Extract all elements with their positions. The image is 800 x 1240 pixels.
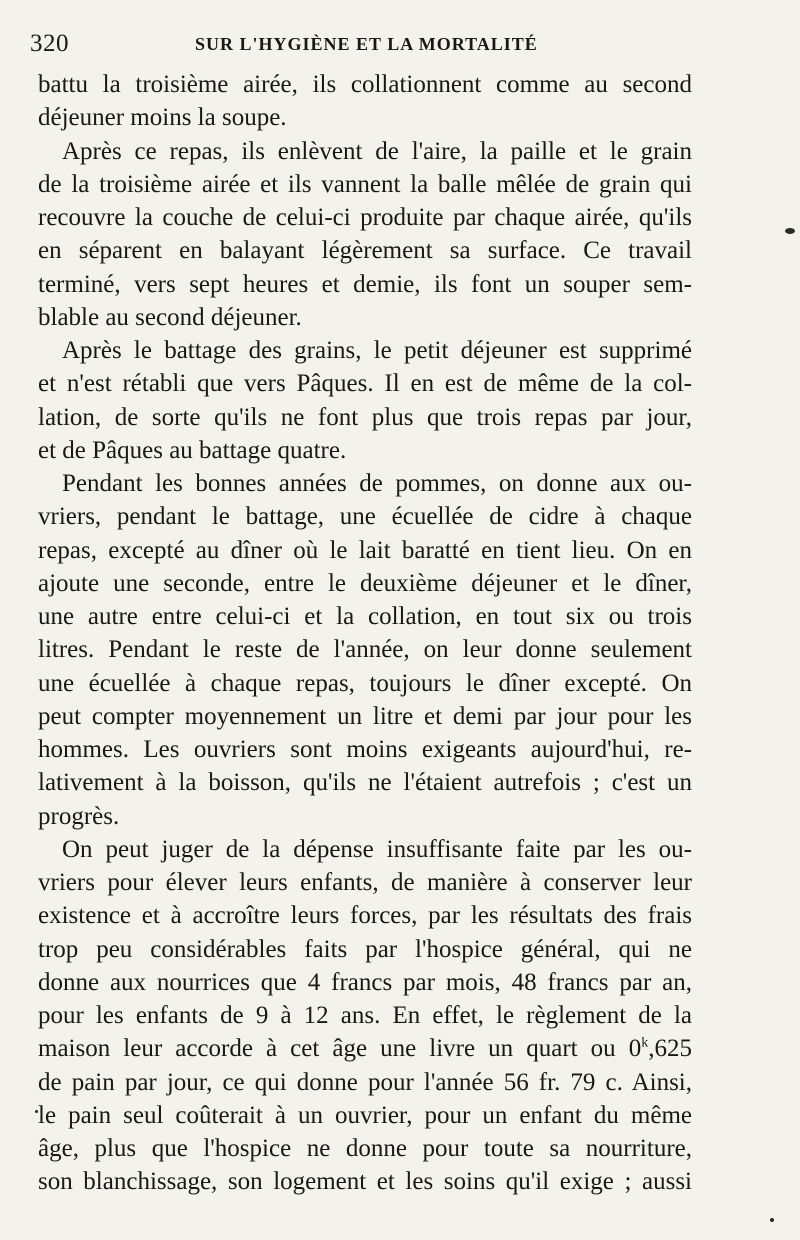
text-line: On peut juger de la dépense insuffisante faite par les ou- <box>62 835 692 863</box>
text-segment: ,625 <box>648 1035 692 1063</box>
text-line: Après le battage des grains, le petit déjeuner est supprimé <box>62 337 692 364</box>
ink-speck <box>785 228 795 234</box>
text-line: vriers, pendant le battage, une écuellée de cidre à chaque <box>38 503 692 531</box>
text-line: litres. Pendant le reste de l'année, on leur donne seulement <box>38 636 692 664</box>
text-line: de pain par jour, ce qui donne pour l'année 56 fr. 79 c. Ainsi, <box>38 1068 692 1096</box>
text-line-with-superscript <box>38 1032 692 1065</box>
text-line: âge, plus que l'hospice ne donne pour toute sa nourriture, <box>38 1135 692 1162</box>
text-line: lativement à la boisson, qu'ils ne l'étaient autrefois ; c'est un <box>38 769 692 797</box>
text-line: déjeuner moins la soupe. <box>38 104 287 132</box>
paragraph <box>38 467 692 833</box>
text-line: de la troisième airée et ils vannent la balle mêlée de grain qui <box>38 170 692 198</box>
text-line: en séparent en balayant légèrement sa surface. Ce travail <box>38 237 692 265</box>
ink-speck <box>770 1218 774 1222</box>
text-line: blable au second déjeuner. <box>38 303 302 331</box>
text-line: vriers pour élever leurs enfants, de manière à conserver leur <box>38 869 692 896</box>
text-line: ajoute une seconde, entre le deuxième déjeuner et le dîner, <box>38 569 692 597</box>
text-line: repas, excepté au dîner où le lait baratté en tient lieu. On en <box>38 536 692 564</box>
text-line: trop peu considérables faits par l'hospice général, qui ne <box>38 935 692 963</box>
ink-speck <box>35 1110 38 1113</box>
text-line: lation, de sorte qu'ils ne font plus que trois repas par jour, <box>38 403 692 431</box>
text-line: pour les enfants de 9 à 12 ans. En effet, le règlement de la <box>38 1002 692 1029</box>
text-line: et de Pâques au battage quatre. <box>38 436 347 464</box>
text-line: battu la troisième airée, ils collationnent comme au second <box>38 71 692 98</box>
paragraph <box>38 135 692 335</box>
text-line: une autre entre celui-ci et la collation, en tout six ou trois <box>38 603 692 630</box>
body-text <box>38 68 692 1199</box>
text-line: peut compter moyennement un litre et demi par jour pour les <box>38 702 692 730</box>
text-line: son blanchissage, son logement et les soins qu'il exige ; aussi <box>38 1168 692 1196</box>
paragraph <box>38 833 692 1199</box>
running-title: SUR L'HYGIÈNE ET LA MORTALITÉ <box>195 34 538 54</box>
text-line: le pain seul coûterait à un ouvrier, pour un enfant du même <box>38 1101 692 1129</box>
text-line: une écuellée à chaque repas, toujours le dîner excepté. On <box>38 669 692 697</box>
paragraph <box>38 334 692 467</box>
text-line: Après ce repas, ils enlèvent de l'aire, la paille et le grain <box>62 137 692 165</box>
text-line: progrès. <box>38 802 120 830</box>
text-line: terminé, vers sept heures et demie, ils font un souper sem- <box>38 270 692 298</box>
page-number: 320 <box>30 30 69 57</box>
superscript: k <box>641 1035 649 1051</box>
paragraph <box>38 68 692 135</box>
text-line: hommes. Les ouvriers sont moins exigeants aujourd'hui, re- <box>38 736 692 763</box>
text-line: donne aux nourrices que 4 francs par mois, 48 francs par an, <box>38 968 692 996</box>
text-line: et n'est rétabli que vers Pâques. Il en est de même de la col- <box>38 370 692 398</box>
text-line: recouvre la couche de celui-ci produite par chaque airée, qu'ils <box>38 204 692 231</box>
page-header <box>30 28 720 62</box>
text-line: Pendant les bonnes années de pommes, on donne aux ou- <box>62 470 692 497</box>
text-segment: maison leur accorde à cet âge une livre un quart ou 0 <box>38 1035 642 1063</box>
text-line: existence et à accroître leurs forces, par les résultats des frais <box>38 902 692 930</box>
